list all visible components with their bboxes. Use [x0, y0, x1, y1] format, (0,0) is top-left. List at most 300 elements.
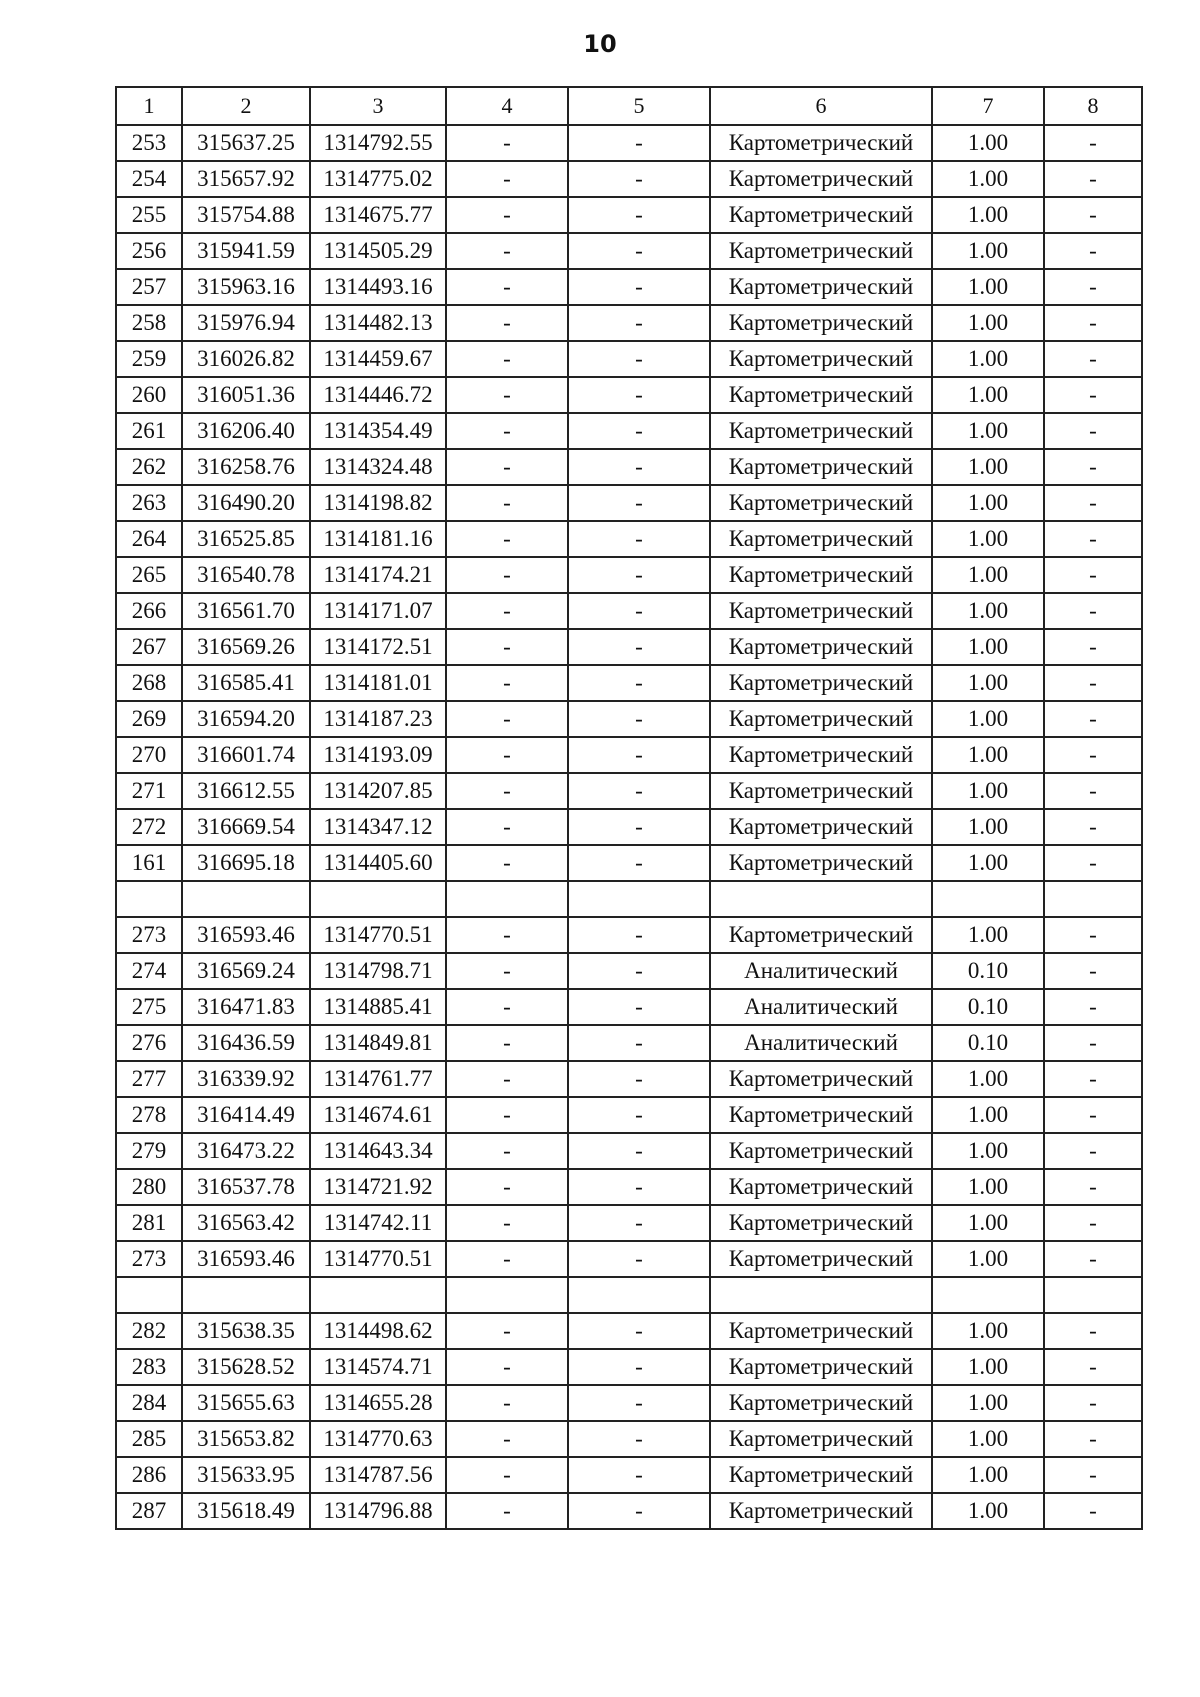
col5-cell: -: [568, 557, 710, 593]
table-row: [116, 1349, 1142, 1385]
y-coordinate-cell: 1314193.09: [310, 737, 446, 773]
column-header: 4: [446, 87, 568, 125]
precision-cell: 1.00: [932, 737, 1044, 773]
col4-cell: -: [446, 1241, 568, 1277]
table-row: [116, 953, 1142, 989]
x-coordinate-cell: 315754.88: [182, 197, 310, 233]
x-coordinate-cell: 315963.16: [182, 269, 310, 305]
col8-cell: -: [1044, 1241, 1142, 1277]
x-coordinate-cell: 316537.78: [182, 1169, 310, 1205]
method-cell: Картометрический: [710, 521, 932, 557]
col8-cell: -: [1044, 989, 1142, 1025]
col8-cell: -: [1044, 341, 1142, 377]
col5-cell: -: [568, 1457, 710, 1493]
col5-cell: -: [568, 161, 710, 197]
column-header: 5: [568, 87, 710, 125]
x-coordinate-cell: 316051.36: [182, 377, 310, 413]
table-row: [116, 1421, 1142, 1457]
col8-cell: -: [1044, 845, 1142, 881]
column-header: 3: [310, 87, 446, 125]
point-number-cell: 287: [116, 1493, 182, 1529]
x-coordinate-cell: 316473.22: [182, 1133, 310, 1169]
col5-cell: -: [568, 521, 710, 557]
col4-cell: -: [446, 197, 568, 233]
point-number-cell: 283: [116, 1349, 182, 1385]
y-coordinate-cell: [310, 1277, 446, 1313]
column-header: 2: [182, 87, 310, 125]
point-number-cell: 265: [116, 557, 182, 593]
point-number-cell: 274: [116, 953, 182, 989]
table-row: [116, 701, 1142, 737]
table-row: [116, 737, 1142, 773]
table-row: [116, 1277, 1142, 1313]
method-cell: Картометрический: [710, 809, 932, 845]
y-coordinate-cell: 1314174.21: [310, 557, 446, 593]
method-cell: Картометрический: [710, 1205, 932, 1241]
precision-cell: 1.00: [932, 1493, 1044, 1529]
x-coordinate-cell: 316569.24: [182, 953, 310, 989]
col5-cell: [568, 1277, 710, 1313]
y-coordinate-cell: 1314187.23: [310, 701, 446, 737]
table-row: [116, 1097, 1142, 1133]
point-number-cell: 284: [116, 1385, 182, 1421]
col5-cell: -: [568, 125, 710, 161]
y-coordinate-cell: 1314770.63: [310, 1421, 446, 1457]
method-cell: [710, 1277, 932, 1313]
table-row: [116, 485, 1142, 521]
col8-cell: -: [1044, 485, 1142, 521]
col4-cell: -: [446, 1421, 568, 1457]
x-coordinate-cell: 316585.41: [182, 665, 310, 701]
table-row: [116, 881, 1142, 917]
method-cell: Картометрический: [710, 377, 932, 413]
table-row: [116, 665, 1142, 701]
precision-cell: 1.00: [932, 377, 1044, 413]
point-number-cell: 271: [116, 773, 182, 809]
point-number-cell: 253: [116, 125, 182, 161]
point-number-cell: 260: [116, 377, 182, 413]
y-coordinate-cell: 1314446.72: [310, 377, 446, 413]
col4-cell: -: [446, 845, 568, 881]
y-coordinate-cell: 1314324.48: [310, 449, 446, 485]
x-coordinate-cell: 315657.92: [182, 161, 310, 197]
col8-cell: -: [1044, 593, 1142, 629]
col5-cell: -: [568, 593, 710, 629]
col5-cell: -: [568, 1313, 710, 1349]
point-number-cell: 282: [116, 1313, 182, 1349]
precision-cell: 0.10: [932, 953, 1044, 989]
precision-cell: 1.00: [932, 1457, 1044, 1493]
col5-cell: -: [568, 629, 710, 665]
col8-cell: -: [1044, 377, 1142, 413]
x-coordinate-cell: 316258.76: [182, 449, 310, 485]
col5-cell: -: [568, 1025, 710, 1061]
col8-cell: -: [1044, 1349, 1142, 1385]
col8-cell: -: [1044, 1421, 1142, 1457]
point-number-cell: 255: [116, 197, 182, 233]
table-row: [116, 1457, 1142, 1493]
method-cell: Картометрический: [710, 1061, 932, 1097]
precision-cell: 1.00: [932, 845, 1044, 881]
precision-cell: 0.10: [932, 989, 1044, 1025]
column-header: 1: [116, 87, 182, 125]
table-row: [116, 377, 1142, 413]
y-coordinate-cell: 1314181.16: [310, 521, 446, 557]
precision-cell: 1.00: [932, 1421, 1044, 1457]
point-number-cell: 259: [116, 341, 182, 377]
col8-cell: -: [1044, 125, 1142, 161]
col8-cell: [1044, 1277, 1142, 1313]
precision-cell: 1.00: [932, 1349, 1044, 1385]
table-header-row: [116, 87, 1142, 125]
y-coordinate-cell: 1314798.71: [310, 953, 446, 989]
table-row: [116, 269, 1142, 305]
method-cell: Картометрический: [710, 593, 932, 629]
col5-cell: -: [568, 665, 710, 701]
y-coordinate-cell: 1314775.02: [310, 161, 446, 197]
precision-cell: 1.00: [932, 773, 1044, 809]
col4-cell: [446, 1277, 568, 1313]
col4-cell: -: [446, 125, 568, 161]
point-number-cell: 266: [116, 593, 182, 629]
col4-cell: -: [446, 593, 568, 629]
point-number-cell: 258: [116, 305, 182, 341]
col5-cell: -: [568, 1385, 710, 1421]
method-cell: Картометрический: [710, 305, 932, 341]
method-cell: Аналитический: [710, 953, 932, 989]
precision-cell: 1.00: [932, 665, 1044, 701]
col8-cell: -: [1044, 1133, 1142, 1169]
table-row: [116, 1313, 1142, 1349]
method-cell: Картометрический: [710, 1313, 932, 1349]
col4-cell: -: [446, 1385, 568, 1421]
col8-cell: -: [1044, 665, 1142, 701]
method-cell: Картометрический: [710, 1241, 932, 1277]
col4-cell: -: [446, 485, 568, 521]
y-coordinate-cell: 1314675.77: [310, 197, 446, 233]
col4-cell: -: [446, 233, 568, 269]
precision-cell: 1.00: [932, 557, 1044, 593]
point-number-cell: 257: [116, 269, 182, 305]
x-coordinate-cell: 316593.46: [182, 917, 310, 953]
table-row: [116, 1169, 1142, 1205]
method-cell: Аналитический: [710, 1025, 932, 1061]
method-cell: Картометрический: [710, 737, 932, 773]
y-coordinate-cell: [310, 881, 446, 917]
x-coordinate-cell: 315653.82: [182, 1421, 310, 1457]
point-number-cell: 286: [116, 1457, 182, 1493]
col8-cell: -: [1044, 1457, 1142, 1493]
y-coordinate-cell: 1314505.29: [310, 233, 446, 269]
point-number-cell: 254: [116, 161, 182, 197]
page-number: 10: [583, 30, 617, 58]
method-cell: Картометрический: [710, 233, 932, 269]
x-coordinate-cell: 316569.26: [182, 629, 310, 665]
x-coordinate-cell: 316026.82: [182, 341, 310, 377]
table-row: [116, 989, 1142, 1025]
point-number-cell: 267: [116, 629, 182, 665]
point-number-cell: 278: [116, 1097, 182, 1133]
precision-cell: 1.00: [932, 1097, 1044, 1133]
x-coordinate-cell: 315628.52: [182, 1349, 310, 1385]
col4-cell: -: [446, 1025, 568, 1061]
point-number-cell: 273: [116, 917, 182, 953]
col8-cell: -: [1044, 1493, 1142, 1529]
col4-cell: -: [446, 341, 568, 377]
col8-cell: -: [1044, 521, 1142, 557]
method-cell: Картометрический: [710, 485, 932, 521]
y-coordinate-cell: 1314721.92: [310, 1169, 446, 1205]
y-coordinate-cell: 1314770.51: [310, 917, 446, 953]
precision-cell: 1.00: [932, 1205, 1044, 1241]
x-coordinate-cell: 316414.49: [182, 1097, 310, 1133]
col8-cell: -: [1044, 413, 1142, 449]
y-coordinate-cell: 1314354.49: [310, 413, 446, 449]
point-number-cell: 264: [116, 521, 182, 557]
x-coordinate-cell: 315633.95: [182, 1457, 310, 1493]
col4-cell: -: [446, 1349, 568, 1385]
method-cell: Картометрический: [710, 449, 932, 485]
x-coordinate-cell: 316563.42: [182, 1205, 310, 1241]
precision-cell: 1.00: [932, 1241, 1044, 1277]
method-cell: Картометрический: [710, 845, 932, 881]
x-coordinate-cell: 316206.40: [182, 413, 310, 449]
table-row: [116, 557, 1142, 593]
col8-cell: -: [1044, 737, 1142, 773]
precision-cell: 1.00: [932, 593, 1044, 629]
col4-cell: [446, 881, 568, 917]
col5-cell: -: [568, 269, 710, 305]
method-cell: Картометрический: [710, 1133, 932, 1169]
col8-cell: -: [1044, 1097, 1142, 1133]
col5-cell: -: [568, 485, 710, 521]
col4-cell: -: [446, 305, 568, 341]
col4-cell: -: [446, 809, 568, 845]
x-coordinate-cell: 315618.49: [182, 1493, 310, 1529]
method-cell: Картометрический: [710, 701, 932, 737]
col8-cell: -: [1044, 233, 1142, 269]
y-coordinate-cell: 1314885.41: [310, 989, 446, 1025]
x-coordinate-cell: 316339.92: [182, 1061, 310, 1097]
precision-cell: 1.00: [932, 413, 1044, 449]
method-cell: Картометрический: [710, 773, 932, 809]
col5-cell: -: [568, 989, 710, 1025]
col5-cell: -: [568, 1169, 710, 1205]
y-coordinate-cell: 1314643.34: [310, 1133, 446, 1169]
precision-cell: 1.00: [932, 485, 1044, 521]
method-cell: Картометрический: [710, 269, 932, 305]
y-coordinate-cell: 1314482.13: [310, 305, 446, 341]
table-row: [116, 1493, 1142, 1529]
x-coordinate-cell: 315941.59: [182, 233, 310, 269]
col5-cell: -: [568, 1061, 710, 1097]
point-number-cell: 277: [116, 1061, 182, 1097]
method-cell: Картометрический: [710, 629, 932, 665]
precision-cell: 1.00: [932, 629, 1044, 665]
table-row: [116, 1061, 1142, 1097]
col5-cell: -: [568, 809, 710, 845]
x-coordinate-cell: 315655.63: [182, 1385, 310, 1421]
method-cell: Картометрический: [710, 1097, 932, 1133]
col8-cell: -: [1044, 161, 1142, 197]
column-header: 8: [1044, 87, 1142, 125]
col8-cell: -: [1044, 1313, 1142, 1349]
col4-cell: -: [446, 161, 568, 197]
column-header: 6: [710, 87, 932, 125]
precision-cell: 1.00: [932, 305, 1044, 341]
col5-cell: -: [568, 305, 710, 341]
y-coordinate-cell: 1314655.28: [310, 1385, 446, 1421]
method-cell: Картометрический: [710, 1385, 932, 1421]
col5-cell: -: [568, 197, 710, 233]
precision-cell: 1.00: [932, 1385, 1044, 1421]
table-row: [116, 1385, 1142, 1421]
table-row: [116, 161, 1142, 197]
precision-cell: 1.00: [932, 701, 1044, 737]
table-row: [116, 233, 1142, 269]
table-row: [116, 629, 1142, 665]
y-coordinate-cell: 1314171.07: [310, 593, 446, 629]
method-cell: Картометрический: [710, 1457, 932, 1493]
table-row: [116, 845, 1142, 881]
x-coordinate-cell: 316612.55: [182, 773, 310, 809]
col4-cell: -: [446, 1205, 568, 1241]
y-coordinate-cell: 1314172.51: [310, 629, 446, 665]
x-coordinate-cell: [182, 881, 310, 917]
x-coordinate-cell: 316593.46: [182, 1241, 310, 1277]
col8-cell: -: [1044, 1061, 1142, 1097]
y-coordinate-cell: 1314459.67: [310, 341, 446, 377]
x-coordinate-cell: 316436.59: [182, 1025, 310, 1061]
y-coordinate-cell: 1314198.82: [310, 485, 446, 521]
point-number-cell: 256: [116, 233, 182, 269]
y-coordinate-cell: 1314787.56: [310, 1457, 446, 1493]
col4-cell: -: [446, 953, 568, 989]
table-row: [116, 521, 1142, 557]
x-coordinate-cell: 316695.18: [182, 845, 310, 881]
col4-cell: -: [446, 665, 568, 701]
method-cell: Картометрический: [710, 413, 932, 449]
precision-cell: 1.00: [932, 1169, 1044, 1205]
table-row: [116, 1241, 1142, 1277]
method-cell: [710, 881, 932, 917]
precision-cell: [932, 1277, 1044, 1313]
col5-cell: -: [568, 413, 710, 449]
x-coordinate-cell: 316561.70: [182, 593, 310, 629]
method-cell: Картометрический: [710, 1493, 932, 1529]
y-coordinate-cell: 1314493.16: [310, 269, 446, 305]
col8-cell: -: [1044, 1385, 1142, 1421]
precision-cell: 1.00: [932, 917, 1044, 953]
col4-cell: -: [446, 737, 568, 773]
col4-cell: -: [446, 917, 568, 953]
x-coordinate-cell: 316525.85: [182, 521, 310, 557]
point-number-cell: [116, 1277, 182, 1313]
col8-cell: -: [1044, 917, 1142, 953]
y-coordinate-cell: 1314792.55: [310, 125, 446, 161]
y-coordinate-cell: 1314761.77: [310, 1061, 446, 1097]
col8-cell: -: [1044, 773, 1142, 809]
point-number-cell: 280: [116, 1169, 182, 1205]
table-row: [116, 341, 1142, 377]
col4-cell: -: [446, 413, 568, 449]
col4-cell: -: [446, 521, 568, 557]
precision-cell: 1.00: [932, 341, 1044, 377]
y-coordinate-cell: 1314849.81: [310, 1025, 446, 1061]
precision-cell: 1.00: [932, 233, 1044, 269]
table-row: [116, 197, 1142, 233]
col8-cell: -: [1044, 269, 1142, 305]
col5-cell: -: [568, 1349, 710, 1385]
table-row: [116, 305, 1142, 341]
y-coordinate-cell: 1314574.71: [310, 1349, 446, 1385]
precision-cell: 1.00: [932, 125, 1044, 161]
precision-cell: 1.00: [932, 161, 1044, 197]
col5-cell: -: [568, 1097, 710, 1133]
col5-cell: -: [568, 1493, 710, 1529]
col8-cell: -: [1044, 629, 1142, 665]
col5-cell: -: [568, 773, 710, 809]
point-number-cell: 275: [116, 989, 182, 1025]
col4-cell: -: [446, 1313, 568, 1349]
method-cell: Картометрический: [710, 197, 932, 233]
col4-cell: -: [446, 989, 568, 1025]
y-coordinate-cell: 1314207.85: [310, 773, 446, 809]
table-row: [116, 593, 1142, 629]
table-row: [116, 413, 1142, 449]
table-row: [116, 917, 1142, 953]
y-coordinate-cell: 1314674.61: [310, 1097, 446, 1133]
col4-cell: -: [446, 269, 568, 305]
point-number-cell: 263: [116, 485, 182, 521]
method-cell: Картометрический: [710, 341, 932, 377]
col5-cell: -: [568, 377, 710, 413]
col5-cell: -: [568, 233, 710, 269]
method-cell: Аналитический: [710, 989, 932, 1025]
x-coordinate-cell: 316594.20: [182, 701, 310, 737]
point-number-cell: [116, 881, 182, 917]
col4-cell: -: [446, 449, 568, 485]
x-coordinate-cell: 316540.78: [182, 557, 310, 593]
table-row: [116, 1205, 1142, 1241]
table-body: [116, 125, 1142, 1529]
method-cell: Картометрический: [710, 1169, 932, 1205]
point-number-cell: 272: [116, 809, 182, 845]
method-cell: Картометрический: [710, 665, 932, 701]
precision-cell: 1.00: [932, 449, 1044, 485]
col5-cell: -: [568, 449, 710, 485]
col4-cell: -: [446, 701, 568, 737]
col8-cell: -: [1044, 197, 1142, 233]
col4-cell: -: [446, 557, 568, 593]
col5-cell: -: [568, 1241, 710, 1277]
col4-cell: -: [446, 1457, 568, 1493]
method-cell: Картометрический: [710, 1349, 932, 1385]
precision-cell: 0.10: [932, 1025, 1044, 1061]
precision-cell: 1.00: [932, 809, 1044, 845]
y-coordinate-cell: 1314347.12: [310, 809, 446, 845]
col8-cell: -: [1044, 1025, 1142, 1061]
col5-cell: -: [568, 341, 710, 377]
col4-cell: -: [446, 377, 568, 413]
point-number-cell: 269: [116, 701, 182, 737]
coordinates-table: [115, 86, 1143, 1530]
table-row: [116, 125, 1142, 161]
col5-cell: -: [568, 701, 710, 737]
x-coordinate-cell: 316669.54: [182, 809, 310, 845]
y-coordinate-cell: 1314181.01: [310, 665, 446, 701]
precision-cell: 1.00: [932, 1133, 1044, 1169]
